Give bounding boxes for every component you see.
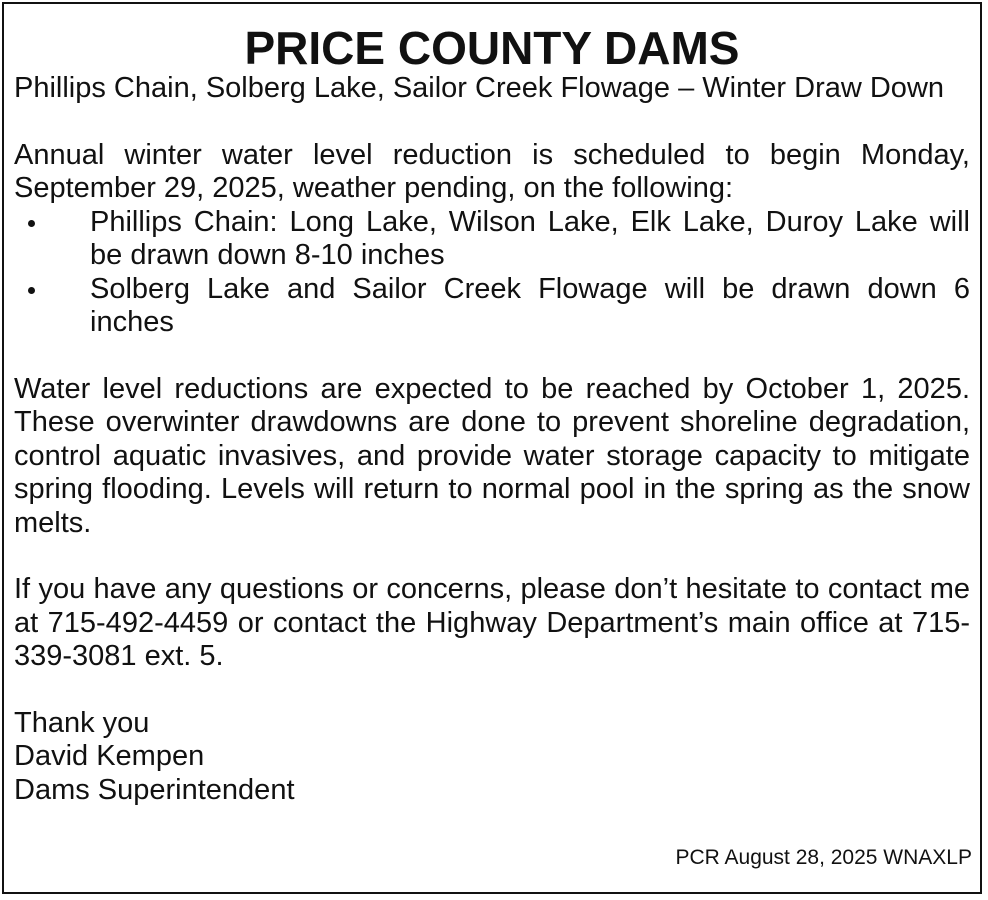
list-item	[14, 206, 970, 273]
closing-text: Thank you	[14, 706, 150, 739]
list-item	[14, 273, 970, 340]
spacer	[14, 674, 970, 707]
signer-name: David Kempen	[14, 740, 205, 772]
spacer	[14, 106, 970, 139]
bullet-icon	[28, 287, 35, 294]
notice-title: PRICE COUNTY DAMS	[244, 22, 740, 74]
bullet-icon	[28, 220, 35, 227]
reduction-paragraph: Water level reductions are expected to be reached by October 1, 2025. These overwinter drawdowns are done to prevent shoreline degradation, control aquatic invasives, and provide water storage capacity to mitigate spring flooding. Levels will return to normal pool in the spring as the snow melts.	[14, 372, 970, 539]
contact-paragraph: If you have any questions or concerns, please don’t hesitate to contact me at 715-492-4459 or contact the Highway Department’s main office at 715-339-3081 ext. 5.	[14, 573, 970, 672]
publication-footer: PCR August 28, 2025 WNAXLP	[675, 846, 972, 869]
spacer	[14, 540, 970, 573]
signer-role: Dams Superintendent	[14, 773, 295, 806]
spacer	[14, 340, 970, 373]
list-item-text: Phillips Chain: Long Lake, Wilson Lake, Elk Lake, Duroy Lake will be drawn down 8-10 inches	[90, 205, 970, 271]
drawdown-list	[14, 206, 970, 340]
notice-frame	[2, 2, 982, 894]
list-item-text: Solberg Lake and Sailor Creek Flowage will be drawn down 6 inches	[90, 272, 970, 338]
notice-subtitle: Phillips Chain, Solberg Lake, Sailor Creek Flowage – Winter Draw Down	[14, 72, 945, 104]
intro-paragraph: Annual winter water level reduction is scheduled to begin Monday, September 29, 2025, weather pending, on the following:	[14, 138, 970, 204]
